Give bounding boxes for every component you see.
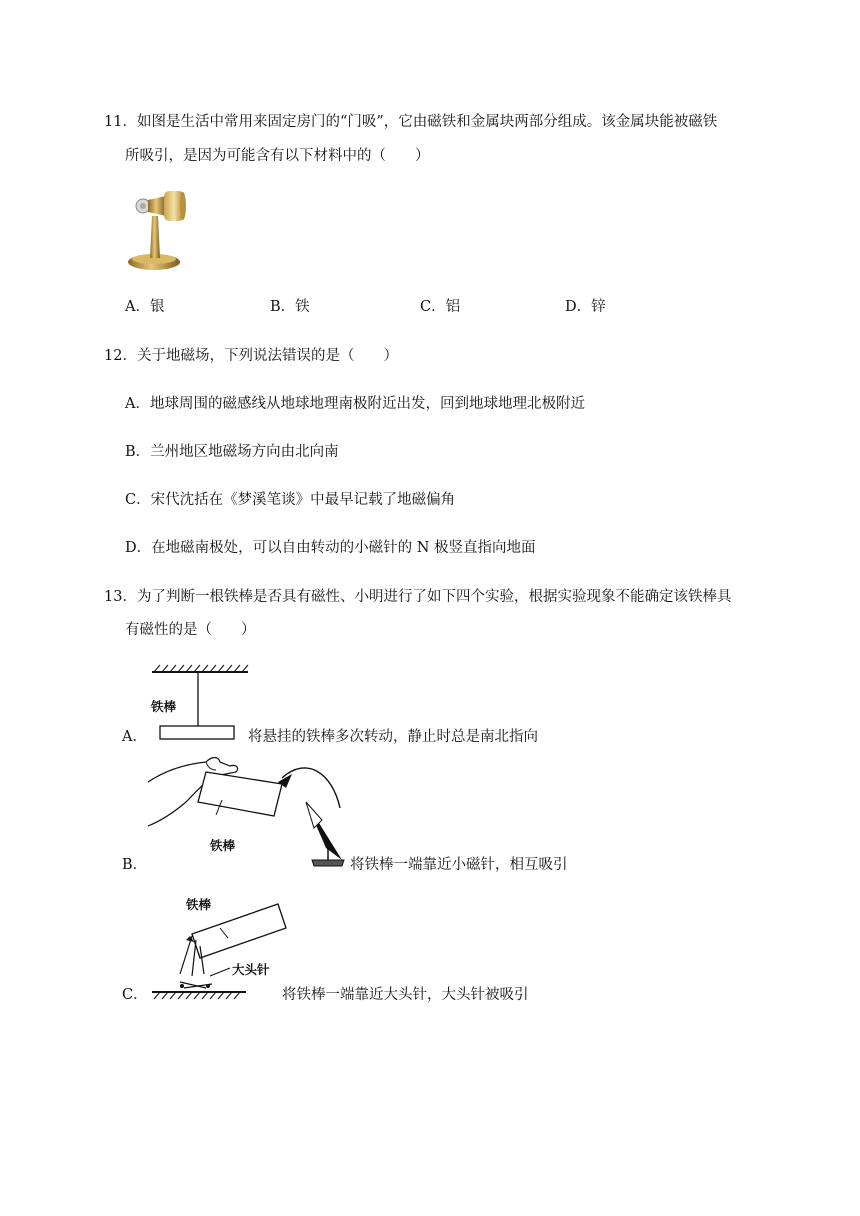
q12-option-d: D．在地磁南极处，可以自由转动的小磁针的 N 极竖直指向地面 — [125, 540, 536, 556]
q13-option-b-letter: B． — [122, 857, 148, 873]
figure-c-label-iron-bar: 铁棒 — [186, 897, 212, 912]
q11-stem-line1: 11．如图是生活中常用来固定房门的“门吸”，它由磁铁和金属块两部分组成。该金属块能被磁铁 — [104, 114, 718, 130]
q12-option-b: B．兰州地区地磁场方向由北向南 — [125, 444, 339, 460]
q11-option-a: A．银 — [125, 299, 165, 315]
figure-b-label: 铁棒 — [210, 838, 236, 853]
q13-option-a-text: 将悬挂的铁棒多次转动，静止时总是南北指向 — [248, 729, 538, 745]
q13-option-c-letter: C． — [122, 987, 148, 1003]
q13-option-c-text: 将铁棒一端靠近大头针，大头针被吸引 — [282, 987, 529, 1003]
figure-a-label: 铁棒 — [151, 699, 177, 714]
q11-stem-line2: 所吸引，是因为可能含有以下材料中的（ ） — [125, 148, 430, 164]
figure-c-label-pins: 大头针 — [232, 962, 270, 977]
q13-option-a-letter: A． — [122, 729, 147, 745]
figure-iron-bar-near-compass-needle — [146, 742, 346, 872]
figure-iron-bar-attracting-pins — [150, 890, 290, 1000]
q13-stem-line1: 13．为了判断一根铁棒是否具有磁性、小明进行了如下四个实验，根据实验现象不能确定该铁棒具 — [104, 589, 732, 605]
q13-stem-line2: 有磁性的是（ ） — [125, 622, 256, 638]
q12-option-c: C．宋代沈括在《梦溪笔谈》中最早记载了地磁偏角 — [125, 492, 456, 508]
q11-option-b: B．铁 — [270, 299, 310, 315]
q11-option-d: D．锌 — [565, 299, 606, 315]
door-stopper-photo — [126, 186, 188, 272]
q11-option-c: C．铝 — [420, 299, 461, 315]
q13-option-b-text: 将铁棒一端靠近小磁针，相互吸引 — [350, 857, 568, 873]
q12-stem: 12．关于地磁场，下列说法错误的是（ ） — [104, 348, 398, 364]
q12-option-a: A．地球周围的磁感线从地球地理南极附近出发，回到地球地理北极附近 — [125, 396, 585, 412]
